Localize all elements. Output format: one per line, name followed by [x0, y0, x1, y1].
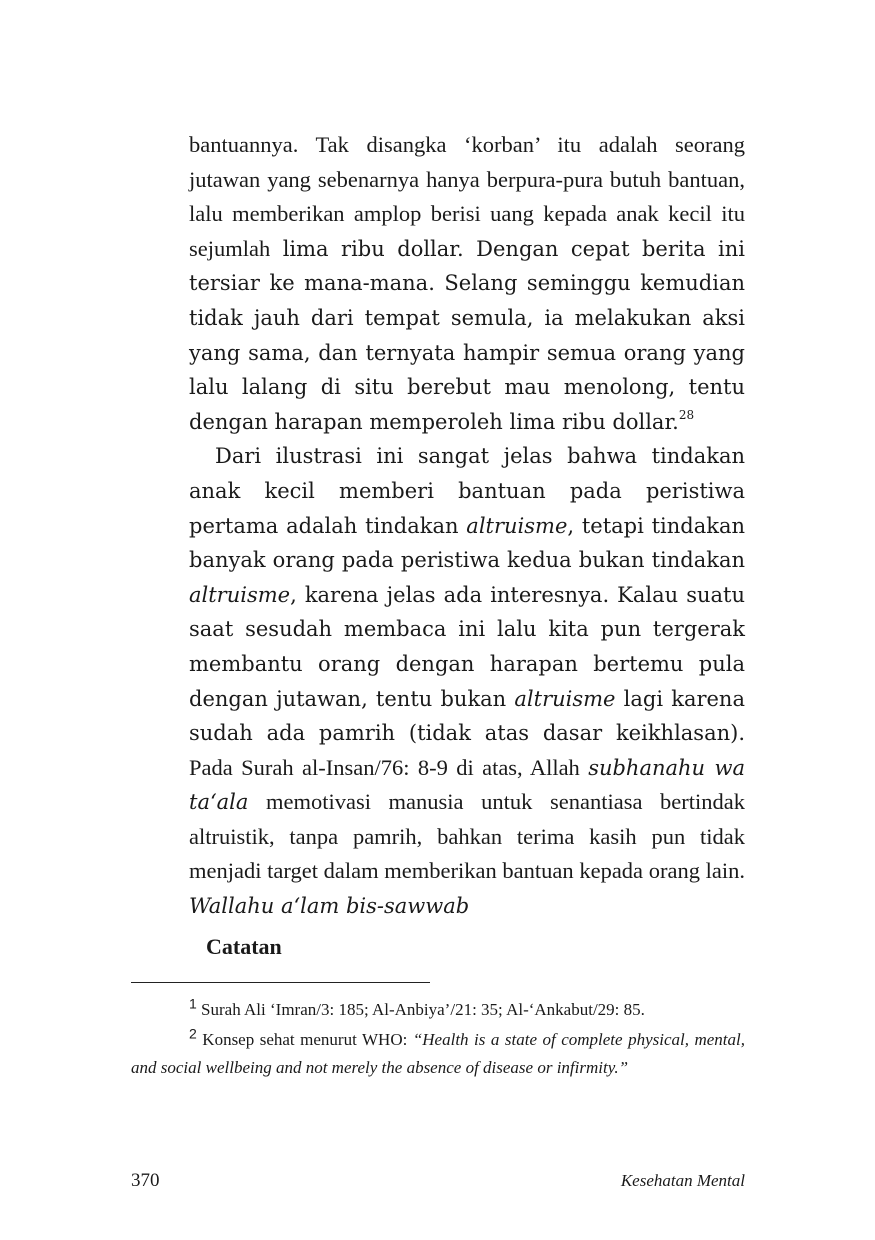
footnote-2-text: Konsep sehat menurut WHO: — [196, 1030, 413, 1049]
paragraph-1-text-b: lima ribu dollar. Dengan cepat berita ini tersiar ke mana-mana. Selang seminggu kemudian tidak jauh dari tempat semula, ia melakukan aksi yang sama, dan ternyata hampir semua orang yang lalu lalang di situ berebut mau menolong, tentu dengan harapan memperoleh lima ribu dollar. — [189, 236, 745, 434]
footnote-2-quote: “Health is a state of complete physical, mental, and social wellbeing and not merely the absence of disease or infirmity.” — [131, 1030, 745, 1077]
footnote-divider — [131, 982, 430, 983]
paragraph-2-text-d: lagi karena sudah ada pamrih (tidak atas dasar keikhlasan). — [189, 686, 745, 746]
running-title: Kesehatan Mental — [620, 1171, 745, 1190]
paragraph-1-text-a: bantuannya. Tak disangka ‘korban’ itu adalah seorang jutawan yang sebenarnya hanya berpura-pura butuh bantuan, lalu memberikan amplop berisi uang kepada anak kecil itu sejumlah — [189, 132, 745, 261]
term-altruisme-1: altruisme — [466, 513, 568, 538]
term-altruisme-3: altruisme — [514, 686, 616, 711]
footnote-2 — [131, 1026, 745, 1082]
footnote-1-text: Surah Ali ‘Imran/3: 185; Al-Anbiya’/21: 35; Al-‘Ankabut/29: 85. — [196, 1000, 645, 1019]
body-text — [189, 128, 745, 924]
page-number: 370 — [131, 1170, 160, 1191]
paragraph-2-text-b: , tetapi tindakan banyak orang pada peristiwa kedua bukan tindakan — [189, 513, 745, 573]
paragraph-2-text-f: memotivasi manusia untuk senantiasa bertindak altruistik, tanpa pamrih, bahkan terima kasih pun tidak menjadi target dalam memberikan bantuan kepada orang lain. — [189, 789, 745, 884]
footnote-1 — [131, 996, 745, 1024]
paragraph-1 — [189, 128, 745, 439]
footnote-2-number: 2 — [189, 1025, 197, 1042]
paragraph-2 — [189, 439, 745, 923]
page-footer — [131, 1170, 745, 1192]
paragraph-2-text-e: Pada Surah al-Insan/76: 8-9 di atas, Allah — [189, 754, 589, 780]
term-altruisme-2: altruisme — [189, 582, 291, 607]
closing-phrase: Wallahu a‘lam bis-sawwab — [189, 894, 470, 919]
footnotes — [131, 996, 745, 1084]
paragraph-2-text-a: Dari ilustrasi ini sangat jelas bahwa tindakan anak kecil memberi bantuan pada peristiwa pertama adalah tindakan — [189, 444, 745, 538]
notes-heading: Catatan — [206, 934, 282, 959]
footnote-1-number: 1 — [189, 995, 197, 1012]
footnote-ref-28[interactable]: 28 — [678, 407, 695, 422]
term-subhanahu: subhanahu wa ta‘ala — [189, 755, 745, 815]
paragraph-2-text-c: , karena jelas ada interesnya. Kalau suatu saat sesudah membaca ini lalu kita pun tergerak membantu orang dengan harapan bertemu pula dengan jutawan, tentu bukan — [189, 582, 745, 711]
